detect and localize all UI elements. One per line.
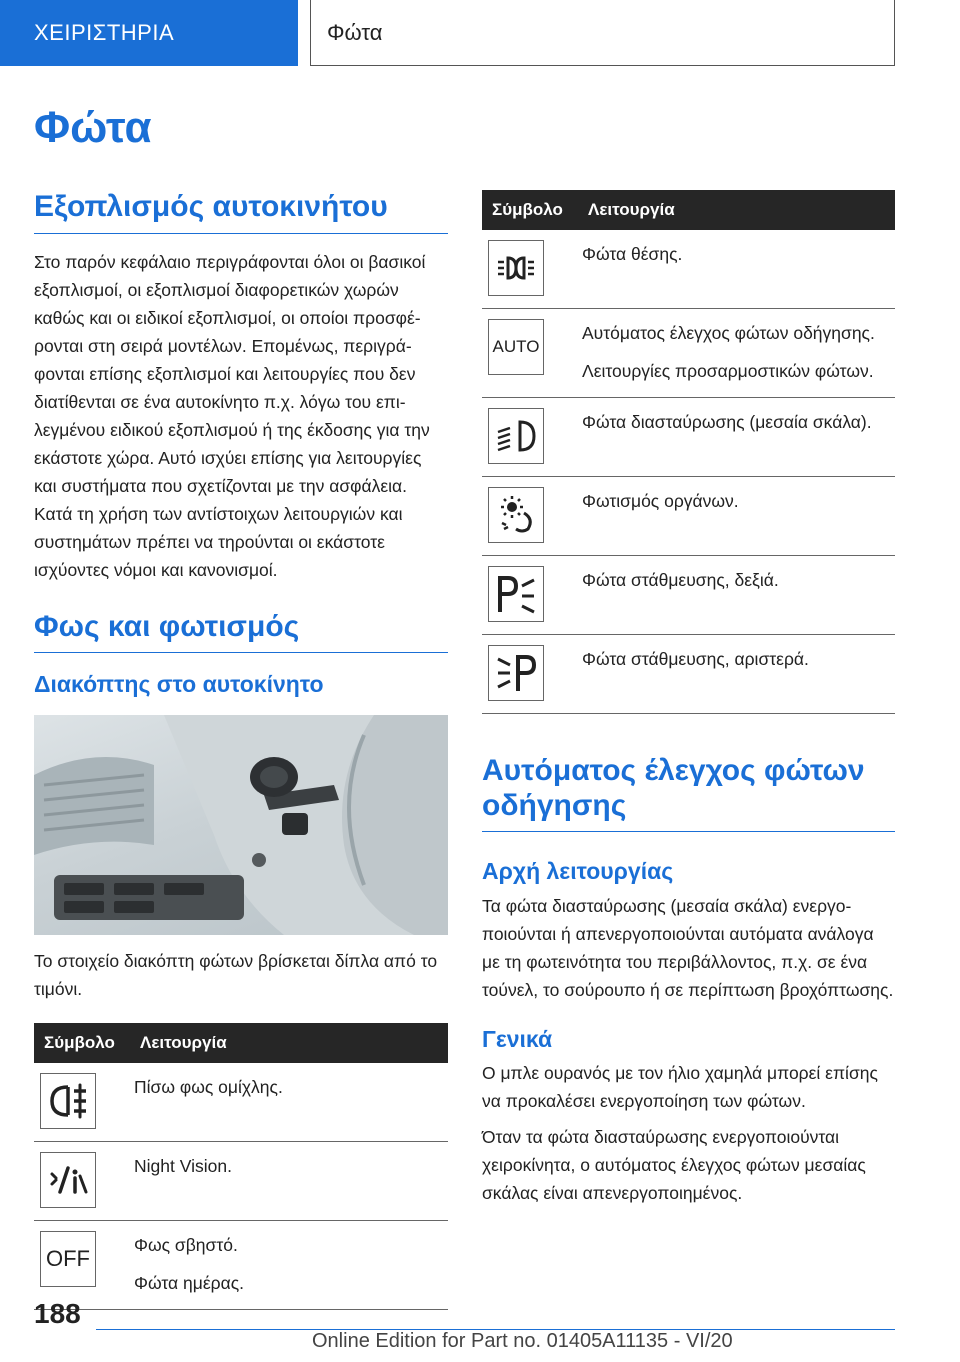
function-text: Φώτα διασταύρωσης (μεσαία σκάλα). xyxy=(582,412,872,432)
col-symbol-header: Σύμβολο xyxy=(482,190,578,230)
general-heading: Γενικά xyxy=(482,1025,553,1052)
general-paragraph-2: Όταν τα φώτα διασταύρωσης ενεργοποιούνται χειροκίνητα, ο αυτόματος έλεγχος φώτων μεσαίας σκάλας είναι απενεργοποιημένος. xyxy=(482,1127,866,1204)
page-title: Φώτα xyxy=(34,103,152,152)
principle-heading: Αρχή λειτουργίας xyxy=(482,858,674,884)
low-beam-icon xyxy=(488,408,544,464)
night-vision-icon xyxy=(40,1152,96,1208)
light-heading: Φως και φωτισμός xyxy=(34,610,448,654)
principle-paragraph: Τα φώτα διασταύρωσης (μεσαία σκάλα) ενεργοποιούνται ή απενεργοποιούνται αυτόματα ανάλογα με τη φωτεινότητα του περιβάλλοντος, π.χ. σε ένα τούνελ, το σούρουπο ή σε περίπτωση βροχόπτωσης. xyxy=(482,895,894,1000)
equipment-paragraph: Στο παρόν κεφάλαιο περιγράφονται όλοι οι βασικοί εξοπλισμοί, οι εξοπλισμοί διαφορετικών χωρών καθώς και οι ειδικοί εξοπλισμοί, οι οποίοι προσφέρονται στη σειρά μοντέλων. Επομένως, περιγράφονται επίσης εξοπλισμοί και λειτουργίες που δεν διατίθενται σε ένα αυτοκίνητο π.χ. λόγω του επιλεγμένου ειδικού εξοπλισμού ή της έκδοσης για την εκάστοτε χώρα. Αυτό ισχύει επίσης για λειτουργίες και συστήματα που σχετίζονται με την ασφάλεια. Κατά τη χρήση των αντίστοιχων λειτουργιών και συστημάτων πρέπει να τηρούνται οι εκάστοτε ισχύοντες νόμοι και κανονισμοί. xyxy=(34,251,430,580)
edition-footer: Online Edition for Part no. 01405A11135 - VI/20 xyxy=(312,1330,733,1352)
instrument-lighting-icon xyxy=(488,487,544,543)
table-row xyxy=(34,1141,448,1220)
col-function-header: Λειτουργία xyxy=(578,190,895,230)
symbol-table-right xyxy=(482,190,895,714)
light-switch-photo-illustration xyxy=(34,715,448,935)
switch-heading: Διακόπτης στο αυτοκίνητο xyxy=(34,671,324,697)
light-switch-photo xyxy=(34,715,448,935)
table-row xyxy=(482,556,895,635)
left-column xyxy=(34,190,448,1310)
function-text: Φώτα ημέρας. xyxy=(134,1272,245,1293)
auto-icon-label: AUTO xyxy=(492,337,540,356)
function-text: Λειτουργίες προσαρμοστικών φώτων. xyxy=(582,361,874,381)
general-paragraph-1: Ο μπλε ουρανός με τον ήλιο χαμηλά μπορεί επίσης να προκαλέσει ενεργοποίηση των φώτων. xyxy=(482,1063,878,1112)
function-text: Φωτισμός οργάνων. xyxy=(582,491,739,511)
auto-icon xyxy=(488,319,544,375)
parking-lights-icon xyxy=(488,240,544,296)
off-icon-label: OFF xyxy=(46,1245,90,1271)
table-row xyxy=(482,309,895,398)
table-row xyxy=(482,398,895,477)
symbol-table-left xyxy=(34,1023,448,1310)
page-number: 188 xyxy=(34,1298,81,1329)
table-row xyxy=(34,1063,448,1142)
function-text: Φώτα στάθμευσης, δεξιά. xyxy=(582,570,779,590)
function-text: Night Vision. xyxy=(134,1155,232,1176)
table-row xyxy=(34,1220,448,1309)
col-symbol-header: Σύμβολο xyxy=(34,1023,130,1063)
col-function-header: Λειτουργία xyxy=(130,1023,448,1063)
parking-light-left-icon xyxy=(488,645,544,701)
function-text: Φως σβηστό. xyxy=(134,1234,238,1255)
right-column xyxy=(482,190,895,1207)
auto-heading: Αυτόματος έλεγχος φώτων οδήγησης xyxy=(482,754,895,832)
function-text: Πίσω φως ομίχλης. xyxy=(134,1076,283,1097)
equipment-heading: Εξοπλισμός αυτοκινήτου xyxy=(34,190,448,234)
off-icon xyxy=(40,1231,96,1287)
chapter-tab: Φώτα xyxy=(310,0,895,66)
rear-fog-light-icon xyxy=(40,1073,96,1129)
function-text: Φώτα θέσης. xyxy=(582,244,683,264)
table-row xyxy=(482,635,895,714)
function-text: Φώτα στάθμευσης, αριστερά. xyxy=(582,649,809,669)
table-row xyxy=(482,477,895,556)
table-row xyxy=(482,230,895,309)
function-text: Αυτόματος έλεγχος φώτων οδήγησης. xyxy=(582,323,875,343)
photo-caption: Το στοιχείο διακόπτη φώτων βρίσκεται δίπλα από το τιμόνι. xyxy=(34,950,438,999)
section-tab: ΧΕΙΡΙΣΤΗΡΙΑ xyxy=(0,0,298,66)
parking-light-right-icon xyxy=(488,566,544,622)
